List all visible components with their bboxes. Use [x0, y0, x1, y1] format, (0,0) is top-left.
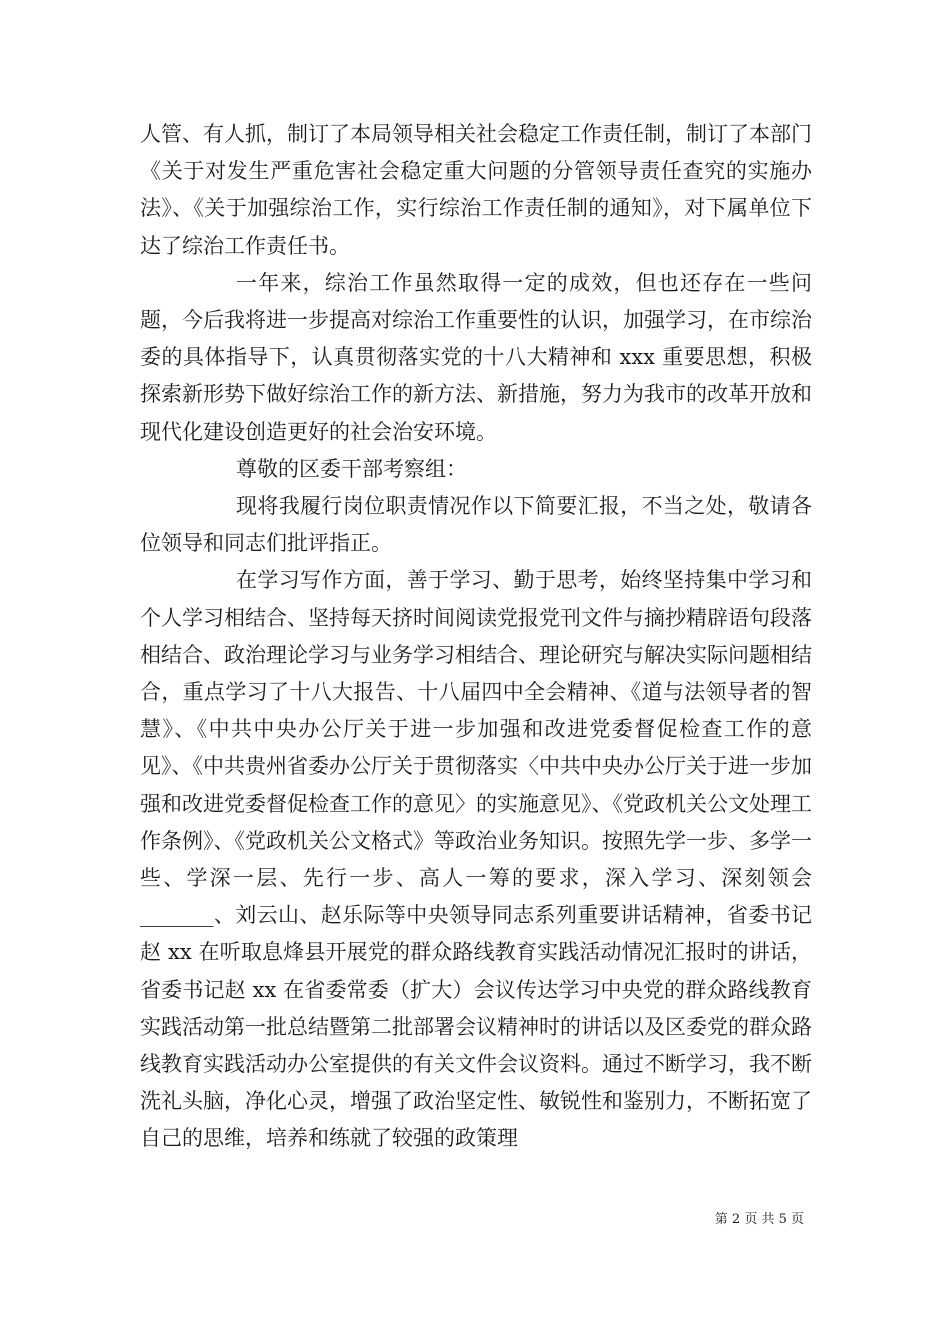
- salutation: 尊敬的区委干部考察组：: [236, 456, 467, 481]
- page-number: 第 2 页 共 5 页: [714, 1212, 804, 1227]
- document-body: [140, 116, 812, 1158]
- paragraph-1: 人管、有人抓，制订了本局领导相关社会稳定工作责任制，制订了本部门《关于对发生严重危害社会稳定重大问题的分管领导责任查究的实施办法》、《关于加强综治工作，实行综治工作责任制的通知》，对下属单位下达了综治工作责任书。: [140, 122, 812, 258]
- paragraph-study: 在学习写作方面，善于学习、勤于思考，始终坚持集中学习和个人学习相结合、坚持每天挤时间阅读党报党刊文件与摘抄精辟语句段落相结合、政治理论学习与业务学习相结合、理论研究与解决实际问题相结合，重点学习了十八大报告、十八届四中全会精神、《道与法领导者的智慧》、《中共中央办公厅关于进一步加强和改进党委督促检查工作的意见》、《中共贵州省委办公厅关于贯彻落实〈中共中央办公厅关于进一步加强和改进党委督促检查工作的意见〉的实施意见》、《党政机关公文处理工作条例》、《党政机关公文格式》等政治业务知识。按照先学一步、多学一些、学深一层、先行一步、高人一筹的要求，深入学习、深刻领会_______、刘云山、赵乐际等中央领导同志系列重要讲话精神，省委书记赵 xx 在听取息烽县开展党的群众路线教育实践活动情况汇报时的讲话，省委书记赵 xx 在省委常委（扩大）会议传达学习中央党的群众路线教育实践活动第一批总结暨第二批部署会议精神时的讲话以及区委党的群众路线教育实践活动办公室提供的有关文件会议资料。通过不断学习，我不断洗礼头脑，净化心灵，增强了政治坚定性、敏锐性和鉴别力，不断拓宽了自己的思维，培养和练就了较强的政策理: [140, 568, 812, 1151]
- paragraph-intro: 现将我履行岗位职责情况作以下简要汇报，不当之处，敬请各位领导和同志们批评指正。: [140, 494, 812, 556]
- paragraph-2: 一年来，综治工作虽然取得一定的成效，但也还存在一些问题，今后我将进一步提高对综治工作重要性的认识，加强学习，在市综治委的具体指导下，认真贯彻落实党的十八大精神和 xxx 重要思想，积极探索新形势下做好综治工作的新方法、新措施，努力为我市的改革开放和现代化建设创造更好的社会治安环境。: [140, 270, 812, 444]
